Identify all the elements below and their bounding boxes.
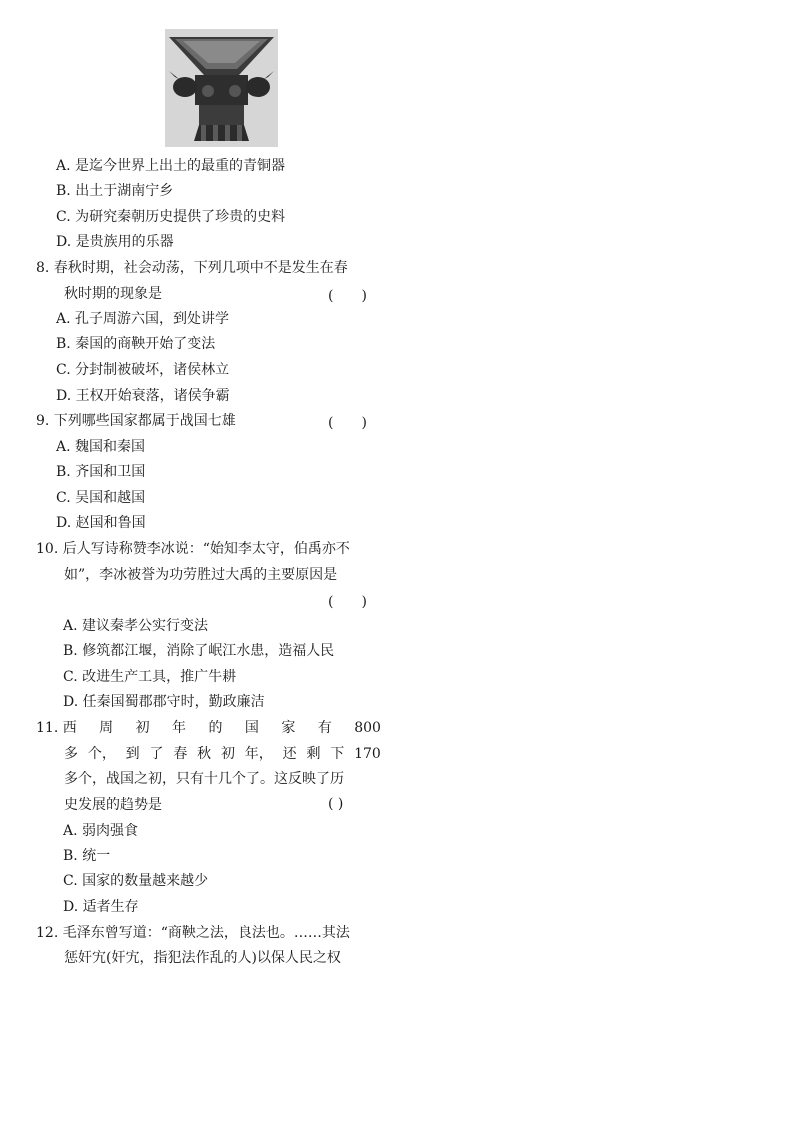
q11-word: 年， bbox=[244, 746, 273, 762]
q11-option-c: C. 国家的数量越来越少 bbox=[63, 873, 209, 889]
q12-stem-line1: 12. 毛泽东曾写道：“商鞅之法，良法也。……其法 bbox=[36, 925, 350, 941]
q10-answer-paren: ( ) bbox=[328, 594, 367, 610]
q9-option-d: D. 赵国和鲁国 bbox=[56, 515, 146, 531]
q11-word: 春 bbox=[173, 746, 188, 762]
q11-word: 11. 西 bbox=[36, 720, 77, 736]
q11-option-a: A. 弱肉强食 bbox=[63, 823, 139, 839]
q11-word: 到 bbox=[125, 746, 140, 762]
q11-word: 个， bbox=[87, 746, 116, 762]
q11-word: 初 bbox=[220, 746, 235, 762]
q11-word: 周 bbox=[99, 720, 114, 736]
q8-stem-line2: 秋时期的现象是 bbox=[64, 286, 162, 302]
q11-word: 家 bbox=[281, 720, 296, 736]
q9-answer-paren: ( ) bbox=[328, 415, 367, 431]
q11-word: 年 bbox=[172, 720, 187, 736]
q11-word: 了 bbox=[149, 746, 164, 762]
q11-stem-line3: 多个，战国之初，只有十几个了。这反映了历 bbox=[64, 771, 344, 787]
q11-answer-paren: ( ) bbox=[328, 796, 344, 812]
q11-word: 800 bbox=[354, 720, 381, 736]
q9-option-b: B. 齐国和卫国 bbox=[56, 464, 146, 480]
q11-word: 还 bbox=[282, 746, 297, 762]
q10-option-c: C. 改进生产工具，推广牛耕 bbox=[63, 669, 237, 685]
q11-word: 剩 bbox=[306, 746, 321, 762]
q8-option-c: C. 分封制被破坏，诸侯林立 bbox=[56, 362, 230, 378]
q11-word: 多 bbox=[64, 746, 78, 762]
q9-option-c: C. 吴国和越国 bbox=[56, 490, 146, 506]
q11-word: 秋 bbox=[197, 746, 212, 762]
q7-option-a: A. 是迄今世界上出土的最重的青铜器 bbox=[56, 158, 286, 174]
q11-word: 的 bbox=[208, 720, 223, 736]
q11-stem-line2 bbox=[64, 745, 381, 763]
q7-option-d: D. 是贵族用的乐器 bbox=[56, 234, 174, 250]
q12-stem-line2: 惩奸宄(奸宄，指犯法作乱的人)以保人民之权 bbox=[64, 950, 341, 966]
q8-stem-line1: 8. 春秋时期，社会动荡，下列几项中不是发生在春 bbox=[36, 260, 348, 276]
q11-word: 170 bbox=[354, 746, 381, 762]
q11-word: 初 bbox=[135, 720, 150, 736]
q11-stem-line1 bbox=[36, 719, 381, 737]
q11-word: 有 bbox=[317, 720, 332, 736]
q10-option-b: B. 修筑都江堰，消除了岷江水患，造福人民 bbox=[63, 643, 335, 659]
q9-stem: 9. 下列哪些国家都属于战国七雄 bbox=[36, 413, 236, 429]
q11-option-d: D. 适者生存 bbox=[63, 899, 139, 915]
q11-stem-line4: 史发展的趋势是 bbox=[64, 797, 162, 813]
q10-stem-line1: 10. 后人写诗称赞李冰说：“始知李太守，伯禹亦不 bbox=[36, 541, 350, 557]
bronze-zun-vessel-photo bbox=[165, 29, 278, 147]
q11-option-b: B. 统一 bbox=[63, 848, 111, 864]
q11-word: 下 bbox=[330, 746, 345, 762]
q7-option-c: C. 为研究秦朝历史提供了珍贵的史料 bbox=[56, 209, 286, 225]
q10-option-a: A. 建议秦孝公实行变法 bbox=[63, 618, 209, 634]
bronze-vessel-icon bbox=[165, 29, 278, 147]
q7-option-b: B. 出土于湖南宁乡 bbox=[56, 183, 174, 199]
q10-option-d: D. 任秦国蜀郡郡守时，勤政廉洁 bbox=[63, 694, 265, 710]
q8-option-a: A. 孔子周游六国，到处讲学 bbox=[56, 311, 230, 327]
q8-option-d: D. 王权开始衰落，诸侯争霸 bbox=[56, 388, 230, 404]
q9-option-a: A. 魏国和秦国 bbox=[56, 439, 146, 455]
q8-option-b: B. 秦国的商鞅开始了变法 bbox=[56, 336, 216, 352]
q10-stem-line2: 如”，李冰被誉为功劳胜过大禹的主要原因是 bbox=[64, 567, 338, 583]
q11-word: 国 bbox=[244, 720, 259, 736]
q8-answer-paren: ( ) bbox=[328, 288, 367, 304]
